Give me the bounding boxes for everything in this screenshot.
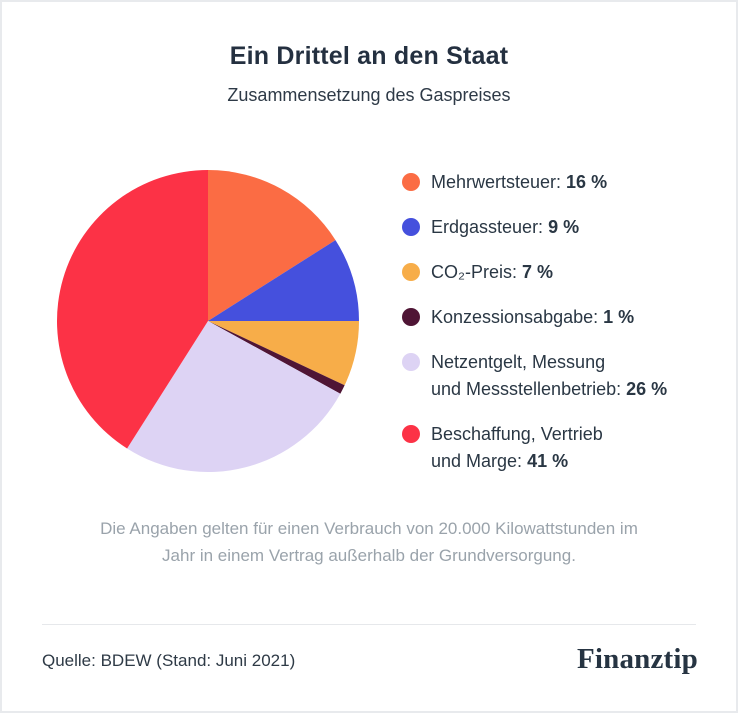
legend-color-dot: [402, 263, 420, 281]
legend-label: Konzessionsabgabe: 1 %: [431, 307, 635, 327]
legend-value: 26 %: [626, 379, 668, 399]
page-title: Ein Drittel an den Staat: [229, 42, 509, 70]
legend-label: Beschaffung, Vertrieb und Marge: 41 %: [431, 424, 603, 471]
legend-item: [402, 259, 712, 286]
legend-color-dot: [402, 218, 420, 236]
pie-chart-svg: [57, 170, 359, 472]
legend-color-dot: [402, 425, 420, 443]
legend-color-dot: [402, 173, 420, 191]
legend-item: [402, 304, 712, 331]
legend-label: Netzentgelt, Messung und Messstellenbetrieb: 26 %: [431, 352, 668, 399]
legend-value: 7 %: [522, 262, 554, 282]
footnote: [2, 515, 736, 569]
legend-item: [402, 421, 712, 475]
footnote-line-2: Jahr in einem Vertrag außerhalb der Grundversorgung.: [162, 546, 576, 565]
legend-label: Erdgassteuer: 9 %: [431, 217, 580, 237]
pie-chart: [57, 170, 359, 472]
legend-color-dot: [402, 308, 420, 326]
footnote-line-1: Die Angaben gelten für einen Verbrauch von 20.000 Kilowattstunden im: [100, 519, 638, 538]
divider: [42, 624, 696, 625]
brand-logo: Finanztip: [576, 643, 698, 675]
source-text: Quelle: BDEW (Stand: Juni 2021): [42, 651, 296, 670]
legend-item: [402, 214, 712, 241]
legend-label: CO₂-Preis: 7 %: [431, 262, 554, 282]
chart-legend: [402, 169, 712, 493]
legend-label: Mehrwertsteuer: 16 %: [431, 172, 608, 192]
legend-value: 9 %: [548, 217, 580, 237]
legend-color-dot: [402, 353, 420, 371]
legend-value: 41 %: [527, 451, 569, 471]
page-subtitle: Zusammensetzung des Gaspreises: [227, 85, 511, 105]
legend-item: [402, 169, 712, 196]
legend-value: 1 %: [603, 307, 635, 327]
legend-value: 16 %: [566, 172, 608, 192]
legend-item: [402, 349, 712, 403]
